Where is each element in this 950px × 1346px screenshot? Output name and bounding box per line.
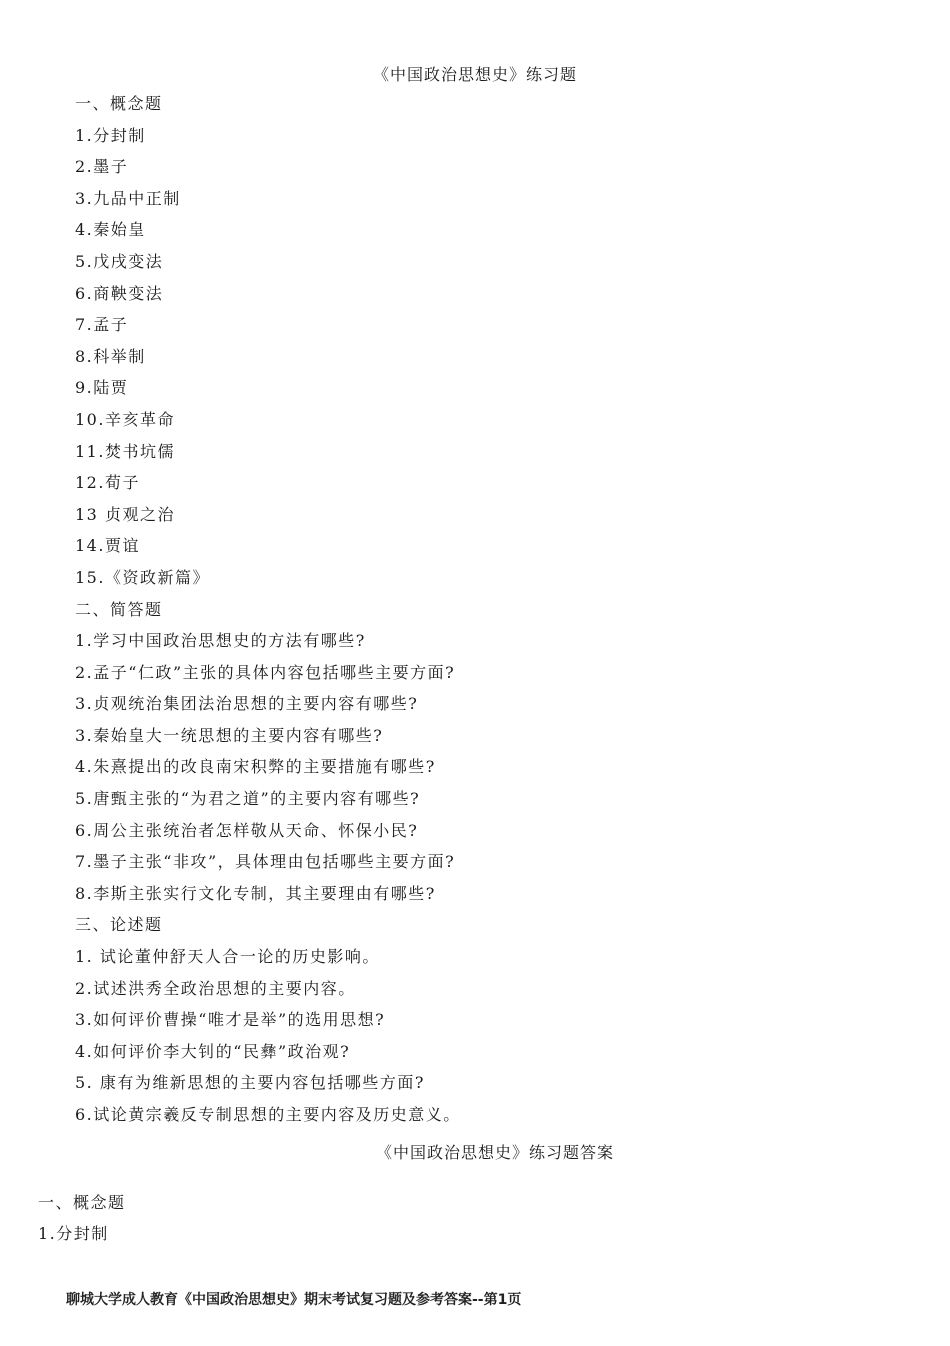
list-item: 10.辛亥革命 — [75, 409, 175, 429]
page-footer: 聊城大学成人教育《中国政治思想史》期末考试复习题及参考答案--第1页 — [66, 1292, 522, 1308]
list-item: 11.焚书坑儒 — [75, 441, 175, 461]
list-item: 5.唐甄主张的“为君之道”的主要内容有哪些? — [75, 789, 421, 809]
list-item: 7.墨子主张“非攻”，具体理由包括哪些主要方面? — [75, 852, 456, 872]
list-item: 12.荀子 — [75, 473, 140, 493]
list-item: 8.科举制 — [75, 346, 146, 366]
list-item: 2.墨子 — [75, 157, 129, 177]
list-item: 6.试论黄宗羲反专制思想的主要内容及历史意义。 — [75, 1105, 461, 1124]
list-item: 4.如何评价李大钊的“民彝”政治观? — [75, 1041, 351, 1061]
list-item: 6.商鞅变法 — [75, 283, 164, 303]
section-heading: 一、概念题 — [75, 94, 163, 113]
list-item: 4.朱熹提出的改良南宋积弊的主要措施有哪些? — [75, 757, 436, 777]
section-heading: 三、论述题 — [75, 915, 163, 935]
list-item: 6.周公主张统治者怎样敬从天命、怀保小民? — [75, 820, 419, 840]
page-title: 《中国政治思想史》练习题 — [372, 65, 577, 84]
list-item: 13 贞观之治 — [75, 504, 175, 524]
list-item: 3.贞观统治集团法治思想的主要内容有哪些? — [75, 694, 419, 714]
answers-title: 《中国政治思想史》练习题答案 — [375, 1143, 614, 1162]
list-item: 7.孟子 — [75, 315, 129, 335]
section-heading: 一、概念题 — [38, 1193, 126, 1212]
list-item: 3.如何评价曹操“唯才是举”的选用思想? — [75, 1010, 386, 1030]
list-item: 8.李斯主张实行文化专制，其主要理由有哪些? — [75, 883, 436, 903]
question-list — [75, 88, 461, 1131]
section-heading: 二、简答题 — [75, 599, 163, 619]
list-item: 1.学习中国政治思想史的方法有哪些? — [75, 631, 366, 651]
list-item: 15.《资政新篇》 — [75, 567, 210, 587]
list-item: 9.陆贾 — [75, 378, 129, 398]
list-item: 2.孟子“仁政”主张的具体内容包括哪些主要方面? — [75, 662, 456, 682]
list-item: 1.分封制 — [75, 125, 146, 145]
list-item: 14.贾谊 — [75, 536, 140, 556]
list-item: 3.九品中正制 — [75, 188, 181, 208]
list-item: 1.分封制 — [38, 1224, 109, 1243]
list-item: 2.试述洪秀全政治思想的主要内容。 — [75, 978, 356, 998]
answer-list — [38, 1187, 126, 1249]
list-item: 4.秦始皇 — [75, 220, 146, 240]
list-item: 3.秦始皇大一统思想的主要内容有哪些? — [75, 725, 384, 745]
list-item: 1. 试论董仲舒天人合一论的历史影响。 — [75, 947, 380, 967]
list-item: 5.戊戌变法 — [75, 251, 164, 271]
list-item: 5. 康有为维新思想的主要内容包括哪些方面? — [75, 1073, 425, 1093]
